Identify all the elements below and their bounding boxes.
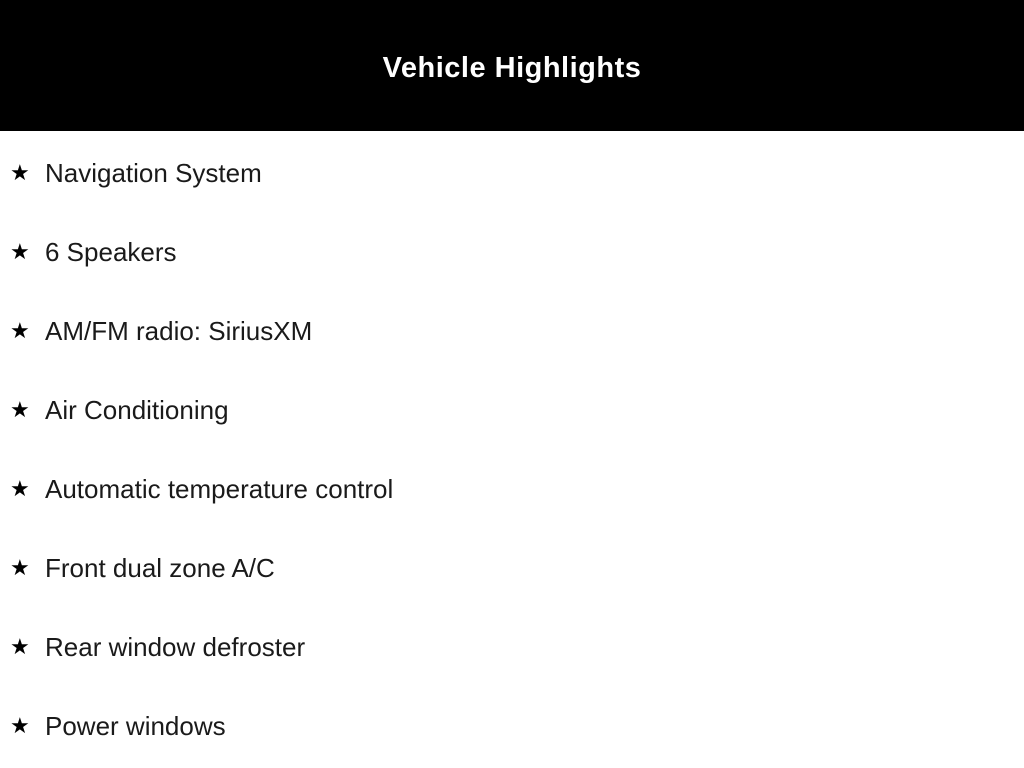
highlight-label: AM/FM radio: SiriusXM — [45, 316, 313, 346]
list-item — [10, 395, 1024, 425]
star-icon: ★ — [10, 476, 30, 501]
star-icon: ★ — [10, 634, 30, 659]
highlight-label: Rear window defroster — [45, 632, 306, 662]
list-item — [10, 632, 1024, 662]
list-item — [10, 316, 1024, 346]
highlight-label: Power windows — [45, 711, 226, 741]
highlight-label: Automatic temperature control — [45, 474, 394, 504]
star-icon: ★ — [10, 160, 30, 185]
list-item — [10, 711, 1024, 741]
star-icon: ★ — [10, 713, 30, 738]
page-title: Vehicle Highlights — [382, 52, 642, 84]
highlight-label: Navigation System — [45, 158, 262, 188]
list-item — [10, 237, 1024, 267]
highlight-label: Front dual zone A/C — [45, 553, 275, 583]
vehicle-highlights-list — [0, 131, 1024, 741]
star-icon: ★ — [10, 318, 30, 343]
star-icon: ★ — [10, 239, 30, 264]
star-icon: ★ — [10, 397, 30, 422]
highlight-label: Air Conditioning — [45, 395, 229, 425]
list-item — [10, 158, 1024, 188]
list-item — [10, 474, 1024, 504]
vehicle-highlights-header — [0, 0, 1024, 131]
highlight-label: 6 Speakers — [45, 237, 177, 267]
star-icon: ★ — [10, 555, 30, 580]
list-item — [10, 553, 1024, 583]
